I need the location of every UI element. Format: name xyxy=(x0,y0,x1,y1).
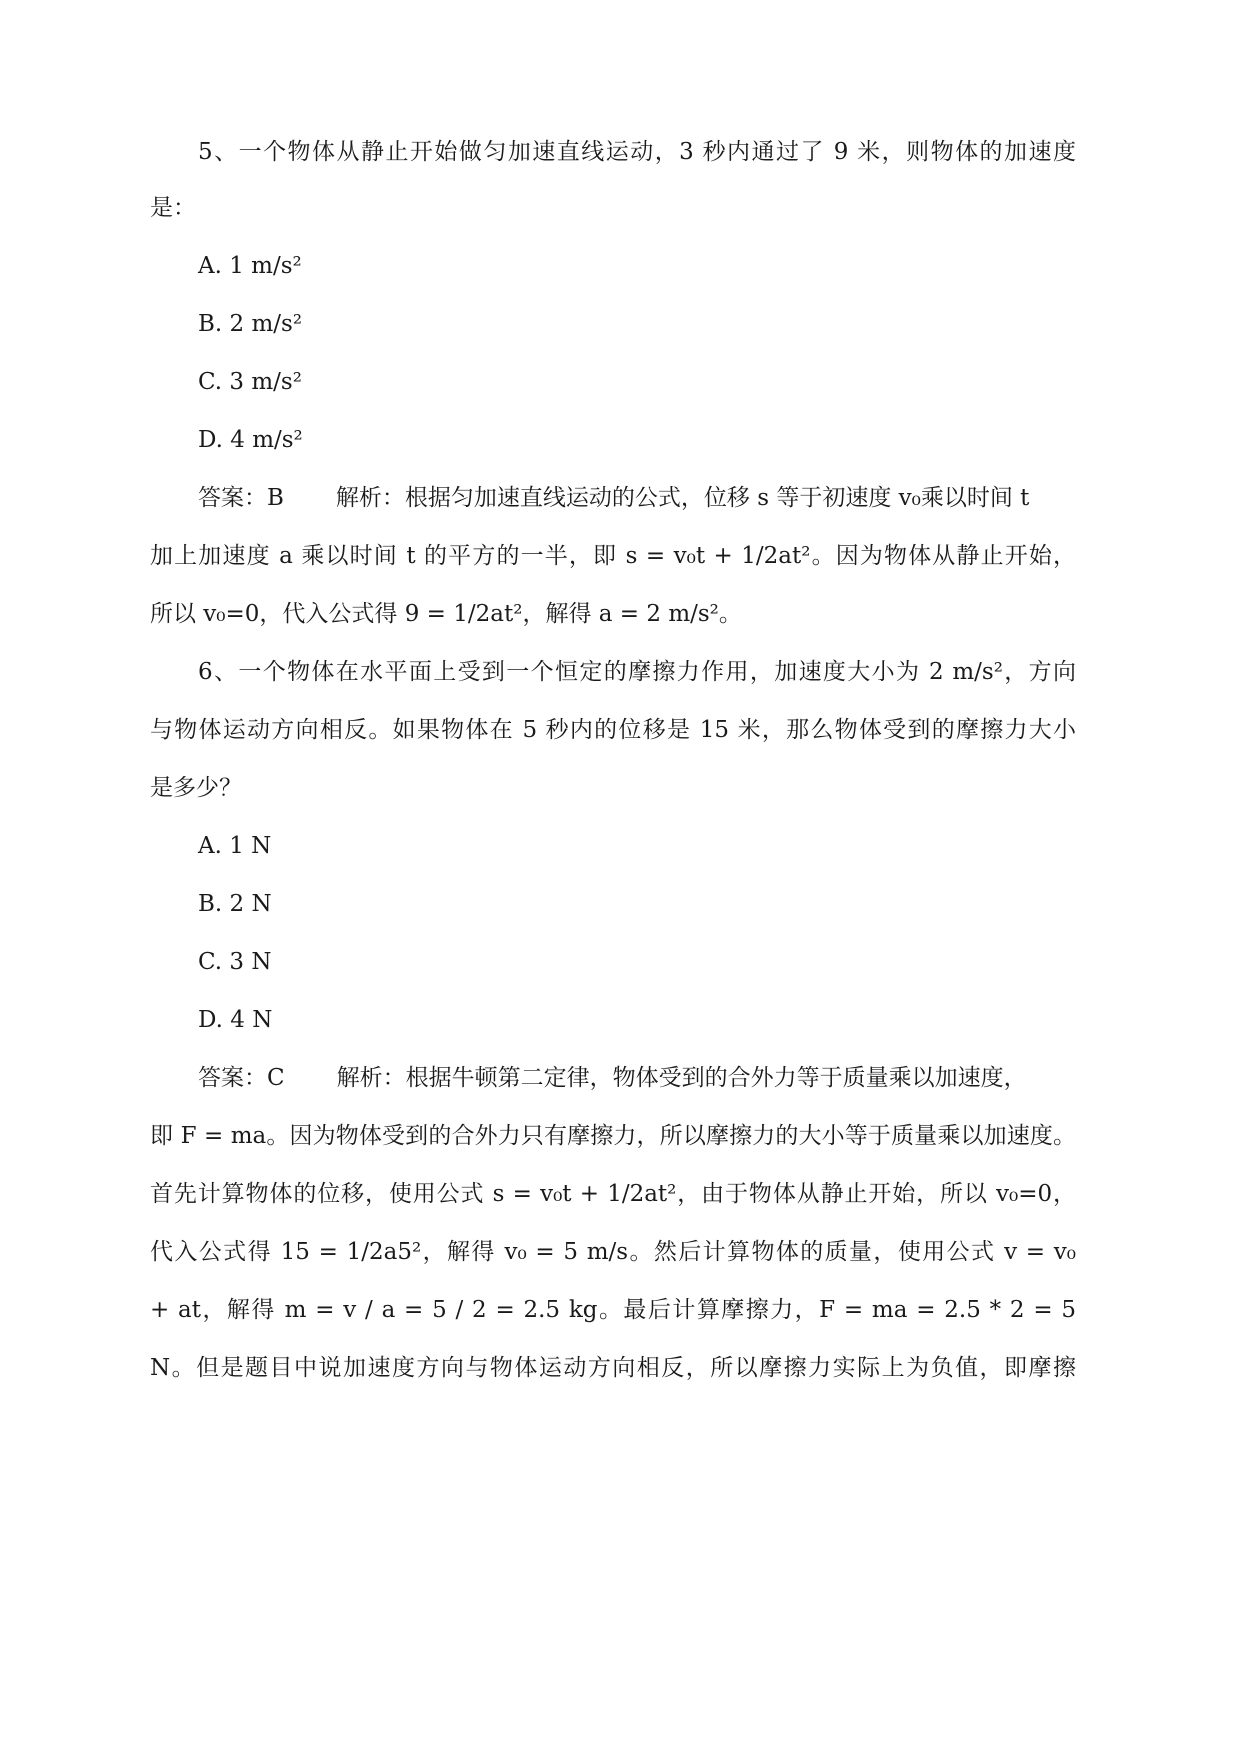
option-label: D. xyxy=(198,427,223,453)
option-value: 3 m/s² xyxy=(229,369,302,395)
q6-stem-line1: 6、一个物体在水平面上受到一个恒定的摩擦力作用，加速度大小为 2 m/s²，方向 xyxy=(198,659,1076,685)
q6-option-b xyxy=(198,889,1076,919)
q6-option-d xyxy=(198,1005,1076,1035)
option-value: 4 N xyxy=(230,1007,273,1033)
q6-answer-line xyxy=(198,1063,1076,1093)
q5-answer-line xyxy=(198,483,1076,513)
option-value: 3 N xyxy=(229,949,272,975)
q6-analysis-line4: 代入公式得 15 = 1/2a5²，解得 v₀ = 5 m/s。然后计算物体的质量，使用公式 v = v₀ xyxy=(150,1239,1076,1265)
q5-option-d xyxy=(198,425,1076,455)
q5-stem-line2: 是： xyxy=(150,195,196,221)
q5-analysis-line1: 解析：根据匀加速直线运动的公式，位移 s 等于初速度 v₀乘以时间 t xyxy=(335,485,1030,511)
option-value: 2 m/s² xyxy=(229,311,303,337)
q6-analysis-line1: 解析：根据牛顿第二定律，物体受到的合外力等于质量乘以加速度， xyxy=(336,1065,1027,1091)
option-value: 1 m/s² xyxy=(229,253,302,279)
option-label: C. xyxy=(198,369,223,395)
q5-option-c xyxy=(198,367,1076,397)
option-label: A. xyxy=(198,833,222,859)
q5-option-a xyxy=(198,251,1076,281)
q6-option-c xyxy=(198,947,1076,977)
q6-analysis-line3: 首先计算物体的位移，使用公式 s = v₀t + 1/2at²，由于物体从静止开始，所以 v₀=0， xyxy=(150,1181,1076,1207)
q5-stem-line1: 5、一个物体从静止开始做匀加速直线运动，3 秒内通过了 9 米，则物体的加速度 xyxy=(198,139,1076,165)
option-value: 4 m/s² xyxy=(230,427,303,453)
option-label: A. xyxy=(198,253,222,279)
q6-analysis-line2: 即 F = ma。因为物体受到的合外力只有摩擦力，所以摩擦力的大小等于质量乘以加速度。 xyxy=(150,1123,1076,1149)
q6-stem-line2: 与物体运动方向相反。如果物体在 5 秒内的位移是 15 米，那么物体受到的摩擦力大小 xyxy=(150,717,1076,743)
option-value: 2 N xyxy=(229,891,272,917)
q5-option-b xyxy=(198,309,1076,339)
option-label: C. xyxy=(198,949,223,975)
option-label: D. xyxy=(198,1007,223,1033)
q5-analysis-line3: 所以 v₀=0，代入公式得 9 = 1/2at²，解得 a = 2 m/s²。 xyxy=(150,601,742,627)
q5-answer: 答案：B xyxy=(198,485,284,511)
q6-answer: 答案：C xyxy=(198,1065,285,1091)
option-value: 1 N xyxy=(229,833,272,859)
q6-stem-line3: 是多少？ xyxy=(150,775,242,801)
q6-option-a xyxy=(198,831,1076,861)
option-label: B. xyxy=(198,891,223,917)
q5-analysis-line2: 加上加速度 a 乘以时间 t 的平方的一半，即 s = v₀t + 1/2at²。因为物体从静止开始， xyxy=(150,543,1076,569)
q6-analysis-line6: N。但是题目中说加速度方向与物体运动方向相反，所以摩擦力实际上为负值，即摩擦 xyxy=(150,1355,1076,1381)
q6-analysis-line5: + at，解得 m = v / a = 5 / 2 = 2.5 kg。最后计算摩擦力，F = ma = 2.5 * 2 = 5 xyxy=(150,1297,1076,1323)
option-label: B. xyxy=(198,311,223,337)
